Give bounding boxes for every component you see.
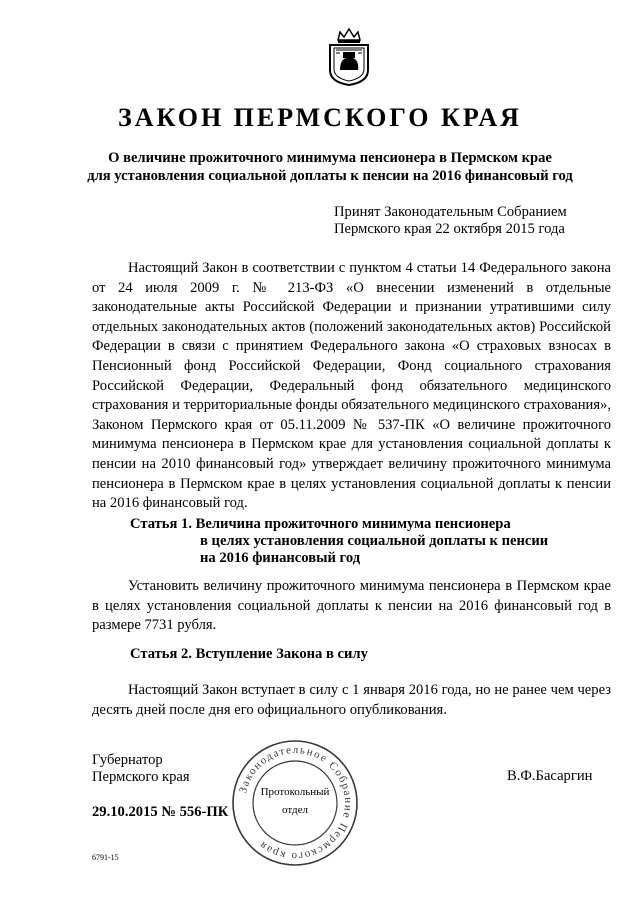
stamp-ring-text: Законодательное Собрание Пермского края: [237, 743, 355, 863]
article-heading-line: Статья 1. Величина прожиточного минимума пенсионера: [130, 516, 511, 532]
law-title: ЗАКОН ПЕРМСКОГО КРАЯ: [118, 103, 522, 132]
governor-name: В.Ф.Басаргин: [507, 768, 593, 784]
governor-title: [92, 752, 190, 786]
article-heading-line: в целях установления социальной доплаты к пенсии: [200, 533, 549, 549]
stamp-line: Протокольный: [260, 786, 330, 798]
subtitle-line: для установления социальной доплаты к пенсии на 2016 финансовый год: [87, 168, 573, 184]
stamp: [230, 738, 360, 868]
subtitle-line: О величине прожиточного минимума пенсионера в Пермском крае: [108, 150, 552, 166]
article-1-text: Установить величину прожиточного минимума пенсионера в Пермском крае в целях установления социальной доплаты к пенсии на 2016 финансовый год в размере 7731 рубля.: [92, 578, 611, 634]
preamble-paragraph: Настоящий Закон в соответствии с пунктом 4 статьи 14 Федерального закона от 24 июля 2009 г. № 213-ФЗ «О внесении изменений в отдельные законодательные акты Российской Федерации и признании утратившими силу отдельных законодательных актов (положений законодательных актов) Российской Федерации в связи с принятием Федерального закона «О страховых взносах в Пенсионный фонд Российской Федерации, Фонд социального страхования Российской Федерации, Федеральный фонд обязательного медицинского страхования и территориальные фонды обязательного медицинского страхования», Законом Пермского края от 05.11.2009 № 537-ПК «О величине прожиточного минимума пенсионера в Пермском крае для установления социальной доплаты к пенсии на 2010 финансовый год» утверждает величину прожиточного минимума пенсионера в Пермском крае в целях установления социальной доплаты к пенсии на 2016 финансовый год.: [92, 260, 611, 512]
article-2-text: Настоящий Закон вступает в силу с 1 января 2016 года, но не ранее чем через десять дней после дня его официального опубликования.: [92, 682, 611, 718]
law-subtitle: [60, 149, 600, 185]
governor-title-line: Пермского края: [92, 769, 190, 785]
article-2-heading: Статья 2. Вступление Закона в силу: [130, 646, 368, 662]
coat-of-arms-icon: [326, 26, 372, 86]
stamp-inner-text: [255, 783, 335, 819]
article-heading-line: на 2016 финансовый год: [200, 550, 361, 566]
adoption-note: [334, 204, 604, 238]
adoption-line: Принят Законодательным Собранием: [334, 204, 567, 220]
governor-title-line: Губернатор: [92, 752, 163, 768]
law-date-number: 29.10.2015 № 556-ПК: [92, 804, 229, 820]
stamp-line: отдел: [282, 804, 308, 816]
adoption-line: Пермского края 22 октября 2015 года: [334, 221, 565, 237]
article-1-heading: [130, 516, 548, 567]
document-code: 6791-15: [92, 853, 119, 862]
